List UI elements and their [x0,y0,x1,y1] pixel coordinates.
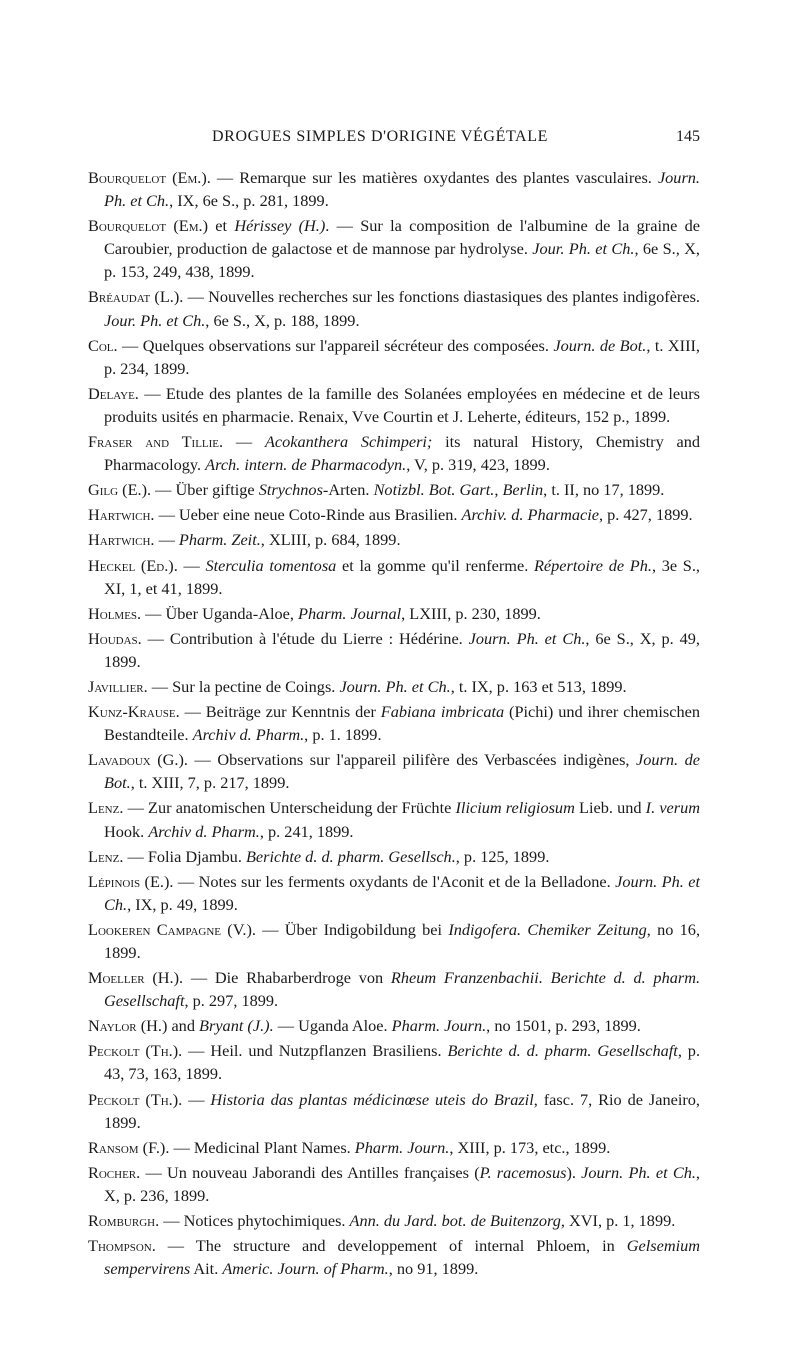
entry-author: Houdas. [88,628,142,648]
entry-author: Lenz. [88,798,124,818]
entry-author: Peckolt (Th.). [88,1041,183,1061]
entry-text: — Zur anatomischen Unterscheidung der Früchte [123,798,456,818]
entry-text: — Ueber eine neue Coto-Rinde aus Brasilien. [154,505,462,525]
entry-text: — Über Uganda-Aloe, [141,603,298,623]
entry-author: Bréaudat (L.). [88,287,184,307]
bibliography-entry [88,1161,700,1207]
bibliography-entry [88,478,700,501]
entry-text: , XVI, p. 1, 1899. [560,1211,676,1231]
bibliography-entry [88,870,700,916]
entry-author: Lépinois (E.). [88,871,174,891]
bibliography-entry [88,1039,700,1085]
entry-text: Ait. [190,1259,223,1279]
entry-italic-text: Archiv. d. Pharmacie [461,505,599,525]
bibliography-entry [88,1088,700,1134]
bibliography-entry [88,554,700,600]
entry-text: , IX, 6e S., p. 281, 1899. [169,191,329,211]
entry-author: Col. [88,335,118,355]
bibliography-entry [88,285,700,331]
running-head [60,128,700,152]
entry-text: , LXIII, p. 230, 1899. [401,603,541,623]
bibliography-entry [88,382,700,428]
entry-italic-text: Journ. de Bot. [553,335,647,355]
entry-text: , fasc. 7, Rio de Janeiro, 1899. [104,1089,700,1132]
entry-text: , XLIII, p. 684, 1899. [260,530,401,550]
entry-text: , XIII, p. 173, etc., 1899. [449,1137,611,1157]
entry-text: , 6e S., X, p. 188, 1899. [205,310,360,330]
bibliography-entry [88,503,700,526]
entry-italic-text: Pharm. Journ. [391,1016,487,1036]
entry-author: Kunz-Krause. [88,702,180,722]
entry-italic-text: Jour. Ph. et Ch. [104,310,206,330]
entry-text: , V, p. 319, 423, 1899. [406,455,550,475]
entry-italic-text: Journ. Ph. et Ch. [104,168,700,211]
entry-italic-text: Gelsemium sempervirens [104,1236,700,1279]
bibliography-entry [88,602,700,625]
bibliography-entry [88,214,700,283]
entry-italic-text: P. racemosus [479,1162,567,1182]
entry-author: Holmes. [88,603,142,623]
entry-text: and [167,1016,200,1036]
entry-italic-text: Archiv d. Pharm. [148,821,260,841]
entry-text: — [177,555,206,575]
entry-text: — The structure and developpement of internal Phloem, in [155,1236,627,1256]
entry-text: — Medicinal Plant Names. [169,1137,355,1157]
entry-text: — Heil. und Nutzpflanzen Brasiliens. [182,1041,448,1061]
entry-author: Gilg (E.). [88,480,152,500]
bibliography-entry [88,675,700,698]
entry-italic-text: I. verum [645,798,701,818]
bibliography-entry [88,845,700,868]
bibliography-entry [88,918,700,964]
entry-text: — Contribution à l'étude du Lierre : Hédérine. [141,628,469,648]
entry-italic-text: Jour. Ph. et Ch. [532,239,635,259]
entry-author: Bourquelot (Em.) [88,216,209,236]
entry-text: , t. XIII, 7, p. 217, 1899. [130,773,290,793]
bibliography-entry [88,748,700,794]
entry-italic-text: Notizbl. Bot. Gart., Berlin [373,480,544,500]
entry-author: Hartwich. [88,505,155,525]
entry-text: — Notes sur les ferments oxydants de l'Aconit et de la Belladone. [173,871,616,891]
bibliography-entry [88,334,700,380]
entry-italic-text: Americ. Journ. of Pharm. [222,1259,389,1279]
entry-text: , p. 43, 73, 163, 1899. [104,1041,701,1084]
bibliography-entry [88,1209,700,1232]
entry-author: Thompson. [88,1236,156,1256]
entry-author: Rocher. [88,1162,141,1182]
entry-author: Delaye. [88,383,139,403]
entry-text: — Notices phytochimiques. [159,1211,350,1231]
entry-text: — Etude des plantes de la famille des Solanées employées en médecine et de leurs produits usités en pharmacie. Renaix, Vve Courtin et J. Leherte, éditeurs, 152 p., 1899. [104,383,700,426]
entry-text: — Observations sur l'appareil pilifère des Verbascées indigènes, [188,750,637,770]
entry-text: Lieb. und [574,798,646,818]
entry-italic-text: Archiv d. Pharm. [192,725,305,745]
bibliography-list [88,166,700,1282]
entry-text: , p. 1. 1899. [304,725,382,745]
entry-text: — Remarque sur les matières oxydantes des plantes vasculaires. [210,168,658,187]
entry-italic-text: Strychnos [258,480,323,500]
bibliography-entry [88,528,700,551]
entry-italic-text: Hérissey (H.) [234,216,326,236]
entry-text: , 6e S., X, p. 49, 1899. [104,628,700,671]
entry-text: , t. IX, p. 163 et 513, 1899. [450,676,627,696]
entry-text: -Arten. [322,480,374,500]
entry-text: — [223,432,265,452]
entry-text: , no 16, 1899. [104,919,701,962]
entry-text: , no 1501, p. 293, 1899. [486,1016,641,1036]
entry-text: , 3e S., XI, 1, et 41, 1899. [104,555,701,598]
entry-italic-text: Arch. intern. de Pharmacodyn. [205,455,407,475]
entry-italic-text: Acokanthera Schimperi; [264,432,433,452]
entry-text: , X, p. 236, 1899. [104,1162,700,1205]
bibliography-entry [88,700,700,746]
entry-italic-text: Journ. Ph. et Ch. [468,628,586,648]
entry-text: — Über Indigobildung bei [255,919,449,939]
entry-text: et la gomme qu'il renferme. [336,555,534,575]
entry-text: its natural History, Chemistry and Pharmacology. [104,432,701,475]
entry-italic-text: Ilicium religiosum [455,798,575,818]
entry-italic-text: Bryant (J.). [199,1016,274,1036]
entry-author: Hartwich. [88,530,155,550]
bibliography-entry [88,796,700,842]
entry-italic-text: Journ. Ph. et Ch. [581,1162,696,1182]
entry-italic-text: Journ. Ph. et Ch. [104,871,700,914]
entry-text: — Un nouveau Jaborandi des Antilles françaises ( [140,1162,480,1182]
page-number: 145 [676,128,700,145]
entry-italic-text: Fabiana imbricata [380,702,505,722]
bibliography-entry [88,1234,700,1280]
bibliography-entry [88,966,700,1012]
entry-text: — Quelques observations sur l'appareil sécréteur des composées. [117,335,554,355]
bibliography-entry [88,166,700,212]
entry-italic-text: Sterculia tomentosa [205,555,337,575]
bibliography-entry [88,430,700,476]
entry-author: Javillier. [88,676,148,696]
entry-text: ). [566,1162,582,1182]
entry-text: — Beiträge zur Kenntnis der [179,702,381,722]
entry-italic-text: Journ. Ph. et Ch. [339,676,451,696]
entry-text: , p. 125, 1899. [455,846,550,866]
entry-italic-text: Rheum Franzenbachii. Berichte d. d. pharm. Gesellschaft [104,968,701,1011]
entry-author: Lavadoux (G.). [88,750,188,770]
entry-author: Fraser and Tillie. [88,432,224,452]
entry-text: et [208,216,235,236]
running-title: DROGUES SIMPLES D'ORIGINE VÉGÉTALE [212,128,548,145]
entry-text: — Über giftige [151,480,259,500]
bibliography-entry [88,1014,700,1037]
bibliography-entry [88,1136,700,1159]
entry-text: (Pichi) und ihrer chemischen Bestandteile. [104,702,701,745]
entry-italic-text: Ann. du Jard. bot. de Buitenzorg [349,1211,561,1231]
entry-italic-text: Historia das plantas médicinœse uteis do Brazil [210,1089,534,1109]
entry-author: Lenz. [88,846,124,866]
entry-text: — Uganda Aloe. [273,1016,392,1036]
entry-author: Heckel (Ed.). [88,555,178,575]
entry-text: , t. XIII, p. 234, 1899. [104,335,700,378]
entry-text: , no 91, 1899. [388,1259,479,1279]
entry-text: , t. II, no 17, 1899. [543,480,665,500]
entry-text: Hook. [104,821,149,841]
entry-text: , p. 427, 1899. [598,505,693,525]
entry-italic-text: Journ. de Bot. [104,750,700,793]
entry-italic-text: Indigofera. Chemiker Zeitung [448,919,647,939]
entry-author: Naylor (H.) [88,1016,168,1036]
entry-author: Bourquelot (Em.). [88,168,211,187]
entry-text: , 6e S., X, p. 153, 249, 438, 1899. [104,239,701,282]
entry-italic-text: Berichte d. d. pharm. Gesellschaft [447,1041,678,1061]
entry-author: Lookeren Campagne (V.). [88,919,256,939]
entry-italic-text: Pharm. Zeit. [178,530,261,550]
entry-italic-text: Pharm. Journal [298,603,402,623]
entry-author: Moeller (H.). [88,968,184,988]
entry-text: , IX, p. 49, 1899. [127,894,238,914]
entry-italic-text: Berichte d. d. pharm. Gesellsch. [245,846,456,866]
entry-text: — [154,530,179,550]
entry-author: Peckolt (Th.). [88,1089,183,1109]
entry-text: — [182,1089,211,1109]
entry-italic-text: Répertoire de Ph. [533,555,652,575]
entry-text: — Die Rhabarberdroge von [183,968,391,988]
entry-text: — Folia Djambu. [123,846,246,866]
entry-text: , p. 297, 1899. [184,991,279,1011]
entry-text: — Nouvelles recherches sur les fonctions diastasiques des plantes indigofères. [183,287,700,307]
entry-italic-text: Pharm. Journ. [354,1137,450,1157]
entry-text: , p. 241, 1899. [259,821,354,841]
entry-author: Romburgh. [88,1211,160,1231]
bibliography-entry [88,627,700,673]
entry-author: Ransom (F.). [88,1137,170,1157]
entry-text: . — Sur la composition de l'albumine de la graine de Caroubier, production de galactose et de mannose par hydrolyse. [104,216,701,259]
entry-text: — Sur la pectine de Coings. [147,676,340,696]
